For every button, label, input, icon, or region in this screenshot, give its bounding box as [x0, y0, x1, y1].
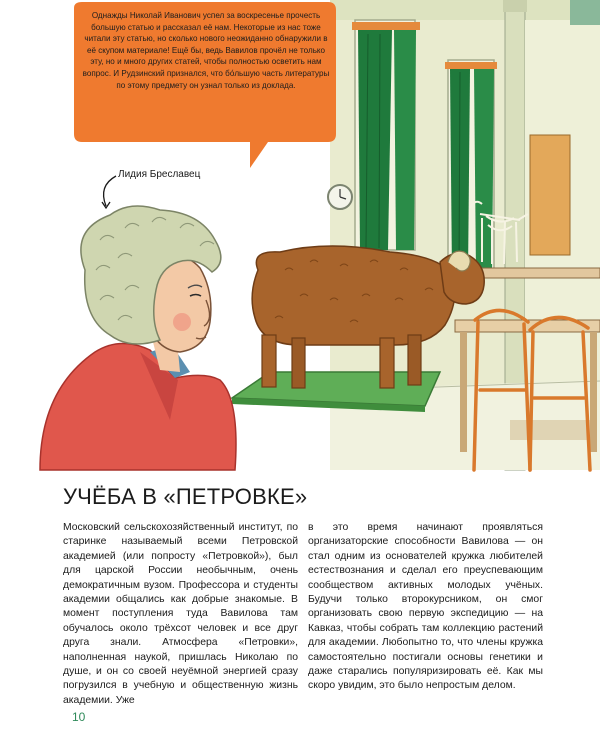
section-title: УЧЁБА В «ПЕТРОВКЕ» — [63, 484, 308, 509]
speech-bubble-text: Однажды Николай Иванович успел за воскресенье прочесть большую статью и рассказал её нам. Некоторые из нас тоже читали эту статью, но сколько нового неожиданно обнаружили в её скупом материале! Ещё бы, ведь Вавилов прочёл не только эту, но и много других статей, чтобы полностью осветить нам вопрос. И Рудзинский признался, что бо́льшую часть литературы по этому предмету он узнал только из доклада. — [82, 11, 330, 90]
wall-clock-icon — [328, 185, 352, 209]
body-column-right: в это время начинают проявляться организаторские способности Вавилова — он стал одним из основателей кружка любителей естествознания и сделал его преуспевающим сообществом активных молодых учёных. Будучи только второкурсником, он смог организовать свою первую экспедицию — на Кавказ, чтобы собрать там коллекцию растений для академии. Любопытно то, что члены кружка самостоятельно постигали основы генетики и даже старались популяризировать её. Как мы скоро увидим, это было непростым делом. — [308, 522, 543, 692]
woman-portrait — [40, 206, 236, 470]
page-number: 10 — [72, 710, 86, 724]
caption: Лидия Бреславец — [118, 169, 201, 180]
caption-arrow-icon — [102, 176, 116, 208]
body-column-left: Московский сельскохозяйственный институт, по старинке называемый всеми Петровской академией (или попросту «Петровкой»), был для царской России необычным, очень демократичным вузом. Профессора и студенты академии общались как добрые знакомые. В момент поступления туда Вавилова там обучалось около трёхсот человек и все друг друга знали. Атмосфера «Петровки», наполненная наукой, пришлась Николаю по душе, и он со своей неуёмной энергией сразу погрузился в учебную и общественную жизнь академии. Уже — [63, 522, 298, 706]
